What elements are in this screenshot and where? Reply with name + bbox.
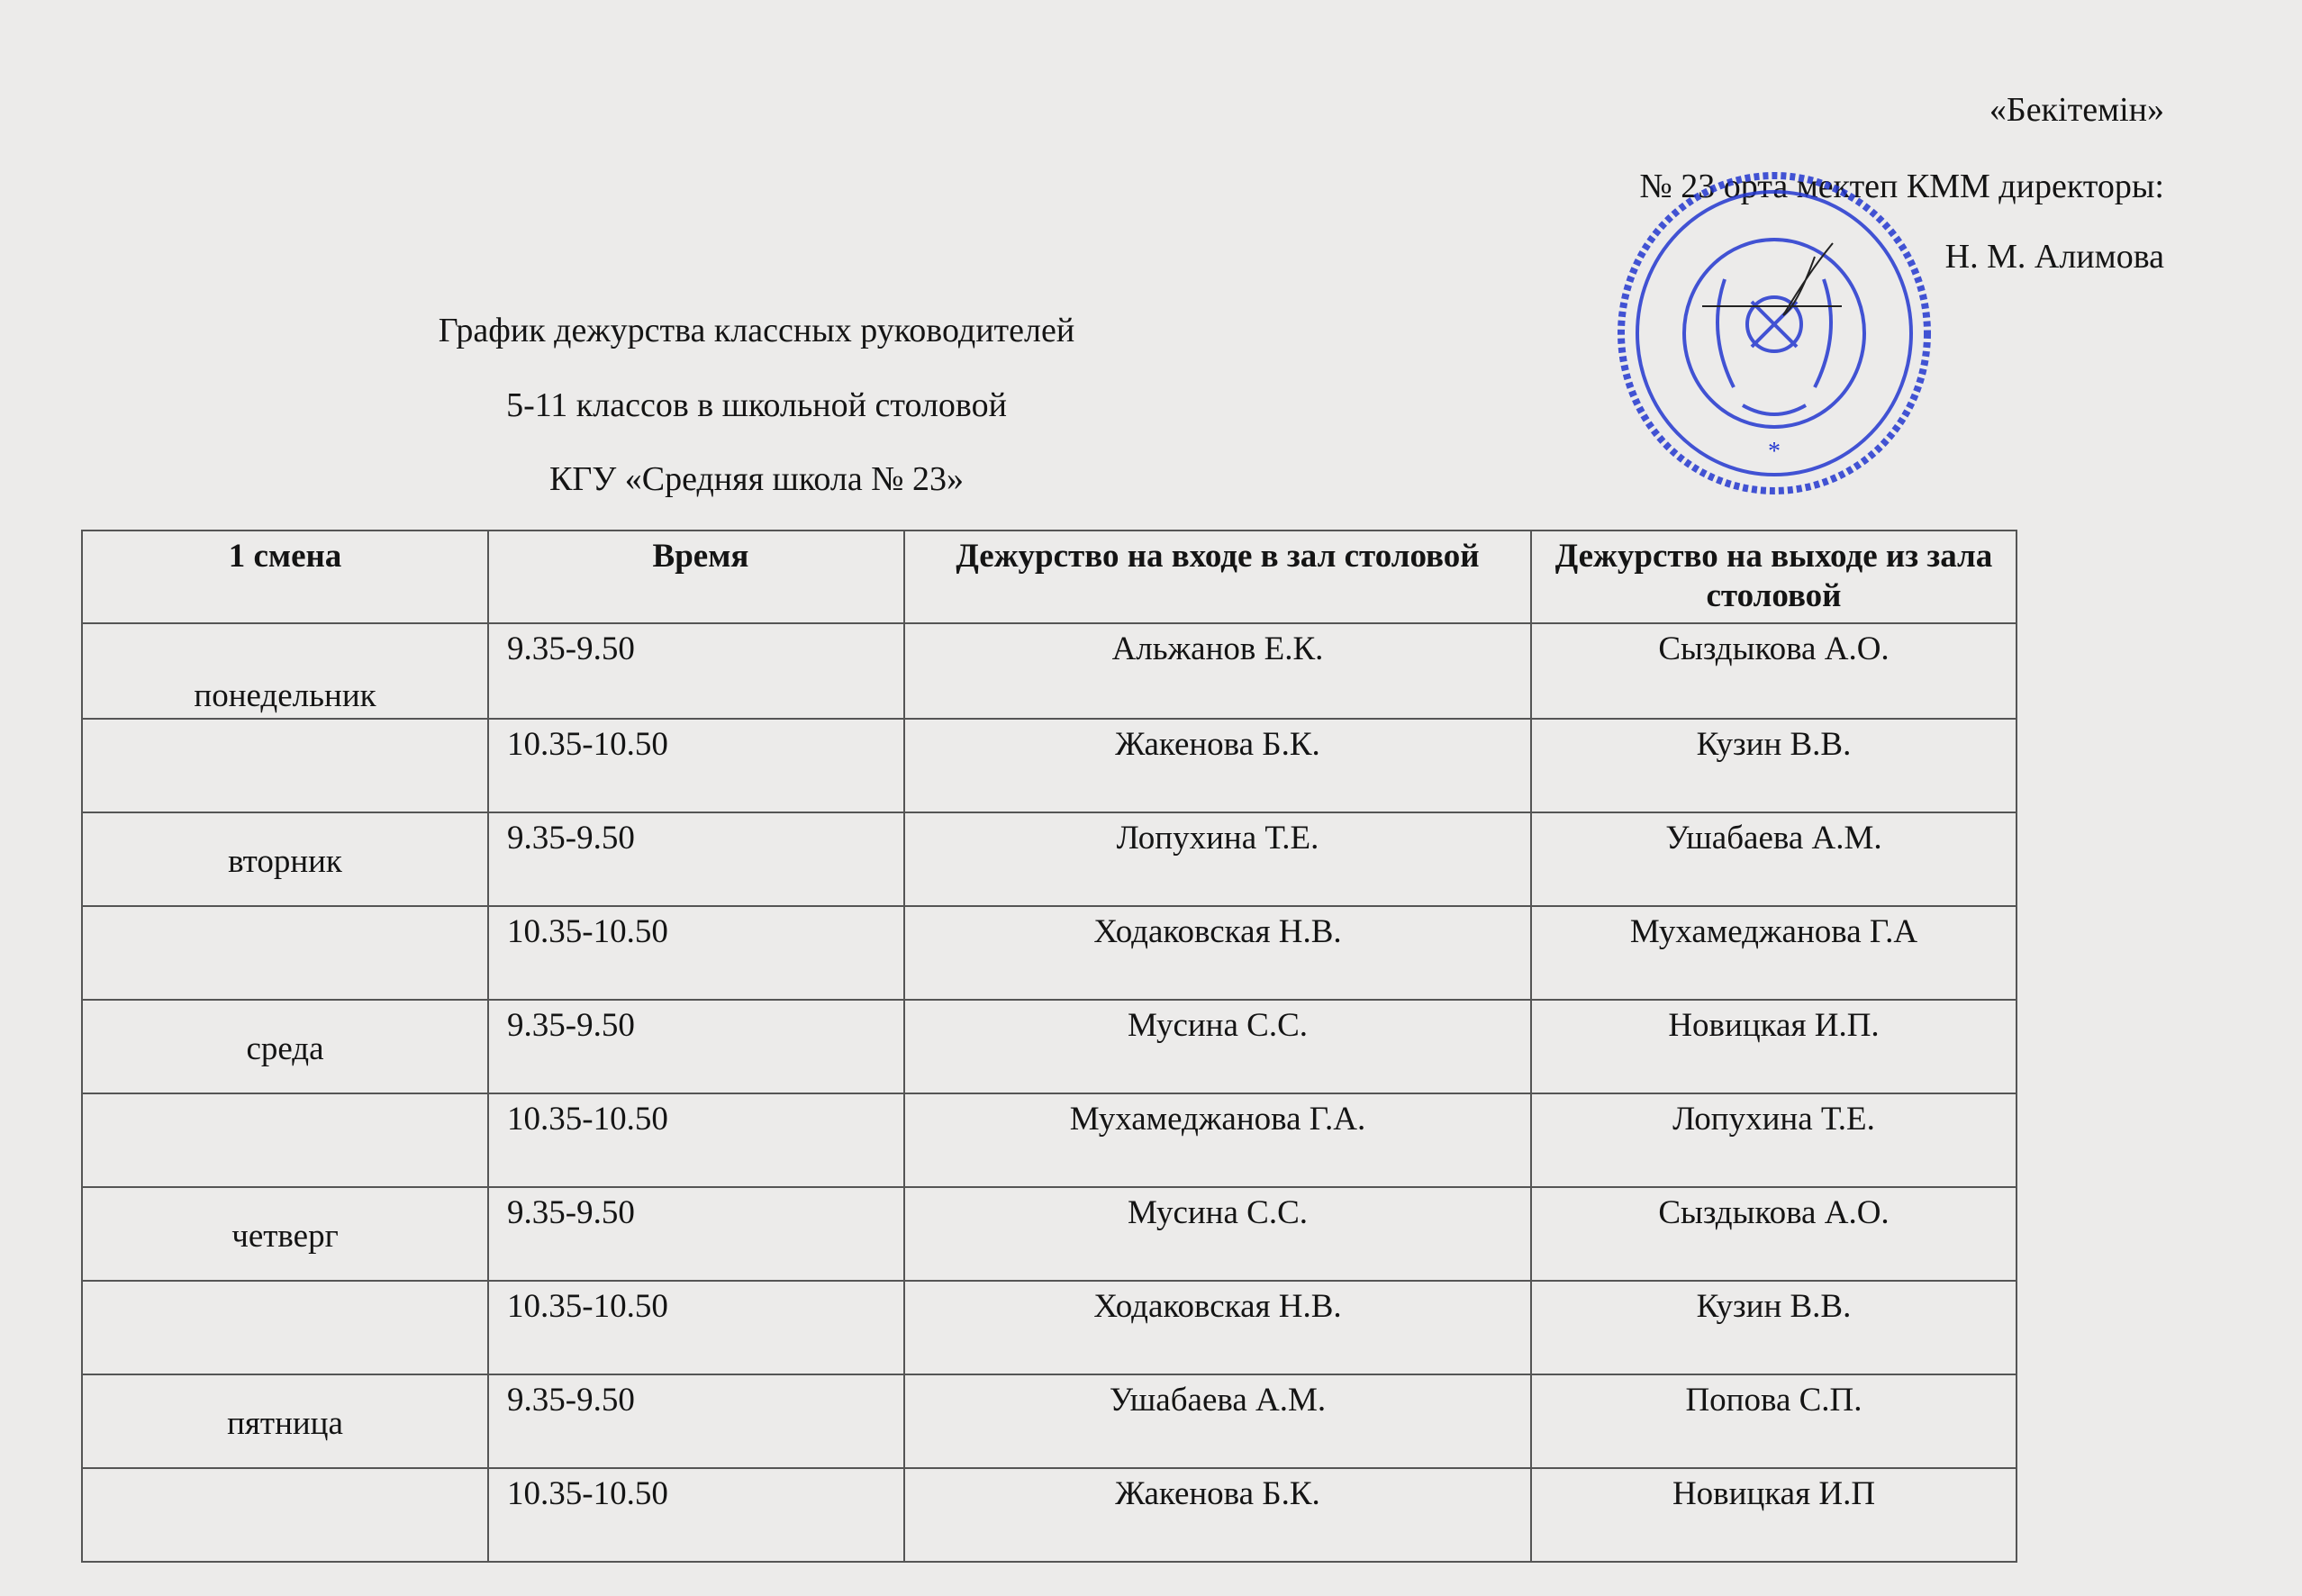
time-cell: 9.35-9.50 [488,812,904,906]
table-row [82,1468,2017,1562]
document-title-line1: График дежурства классных руководителей [438,312,1075,349]
table-row [82,1093,2017,1187]
table-row [82,1187,2017,1281]
entry-duty-cell: Жакенова Б.К. [904,719,1531,812]
day-cell [82,719,488,812]
table-row [82,719,2017,812]
table-row [82,1374,2017,1468]
entry-duty-cell: Мусина С.С. [904,1000,1531,1093]
entry-duty-cell: Лопухина Т.Е. [904,812,1531,906]
official-stamp [1617,171,1932,495]
time-cell: 10.35-10.50 [488,1093,904,1187]
day-cell: вторник [82,812,488,906]
day-cell [82,906,488,1000]
day-cell: четверг [82,1187,488,1281]
time-cell: 9.35-9.50 [488,623,904,719]
exit-duty-cell: Попова С.П. [1531,1374,2017,1468]
table-header-row [82,530,2017,623]
entry-duty-cell: Ходаковская Н.В. [904,906,1531,1000]
entry-duty-cell: Мухамеджанова Г.А. [904,1093,1531,1187]
table-row [82,623,2017,719]
entry-duty-cell: Жакенова Б.К. [904,1468,1531,1562]
svg-text:*: * [1768,438,1781,466]
table-row [82,1281,2017,1374]
time-cell: 9.35-9.50 [488,1374,904,1468]
document-title-line3: КГУ «Средняя школа № 23» [549,460,964,498]
header-shift: 1 смена [82,530,488,623]
time-cell: 10.35-10.50 [488,906,904,1000]
exit-duty-cell: Лопухина Т.Е. [1531,1093,2017,1187]
day-cell: среда [82,1000,488,1093]
entry-duty-cell: Ушабаева А.М. [904,1374,1531,1468]
entry-duty-cell: Ходаковская Н.В. [904,1281,1531,1374]
table-row [82,812,2017,906]
day-cell: пятница [82,1374,488,1468]
approval-position: № 23 орта мектеп КММ директоры: [1639,168,2164,205]
exit-duty-cell: Мухамеджанова Г.А [1531,906,2017,1000]
time-cell: 9.35-9.50 [488,1187,904,1281]
entry-duty-cell: Альжанов Е.К. [904,623,1531,719]
day-cell [82,1281,488,1374]
exit-duty-cell: Кузин В.В. [1531,719,2017,812]
exit-duty-cell: Новицкая И.П. [1531,1000,2017,1093]
exit-duty-cell: Новицкая И.П [1531,1468,2017,1562]
time-cell: 10.35-10.50 [488,1468,904,1562]
exit-duty-cell: Кузин В.В. [1531,1281,2017,1374]
table-row [82,906,2017,1000]
day-cell [82,1468,488,1562]
header-time: Время [488,530,904,623]
table-row [82,1000,2017,1093]
duty-schedule-table [81,530,2017,1563]
header-exit-duty: Дежурство на выходе из зала столовой [1531,530,2017,623]
time-cell: 10.35-10.50 [488,1281,904,1374]
day-cell: понедельник [82,623,488,719]
approval-heading: «Бекітемін» [1989,91,2164,129]
exit-duty-cell: Сыздыкова А.О. [1531,623,2017,719]
approval-director-name: Н. М. Алимова [1944,238,2164,276]
exit-duty-cell: Сыздыкова А.О. [1531,1187,2017,1281]
exit-duty-cell: Ушабаева А.М. [1531,812,2017,906]
time-cell: 10.35-10.50 [488,719,904,812]
document-title-line2: 5-11 классов в школьной столовой [506,386,1007,424]
header-entry-duty: Дежурство на входе в зал столовой [904,530,1531,623]
time-cell: 9.35-9.50 [488,1000,904,1093]
entry-duty-cell: Мусина С.С. [904,1187,1531,1281]
day-cell [82,1093,488,1187]
